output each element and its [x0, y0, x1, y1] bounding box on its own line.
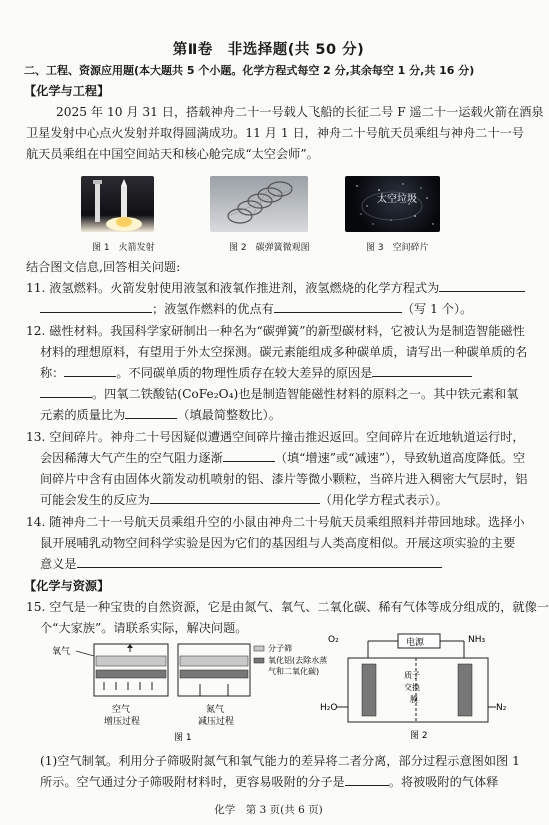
molecular-sieve-diagram — [50, 640, 328, 744]
answer-blank[interactable] — [40, 385, 92, 398]
q13-text: （用化学方程式表示）。 — [319, 493, 448, 507]
q15-1-line-1: (1)空气制氧。利用分子筛吸附氮气和氧气能力的差异将二者分离，部分过程示意图如图 1 — [40, 754, 520, 768]
legend-alumina-2: 气和二氧化碳) — [268, 667, 320, 676]
q12-text: 。四氧二铁酸钴(CoFe₂O₄)也是制造智能磁性材料的原料之一。其中铁元素和氧 — [92, 387, 519, 401]
q12-line-2: 材料的理想原料，有望用于外太空探测。碳元素能组成多种碳单质，请写出一种碳单质的名 — [40, 345, 528, 359]
diagram1-caption: 图 1 — [174, 733, 192, 743]
stage-pressurize: 增压过程 — [104, 717, 141, 727]
q12-line-4 — [40, 385, 519, 402]
answer-blank[interactable] — [150, 491, 320, 504]
rocket-launch-photo — [81, 176, 154, 232]
membrane-label-3: 膜 — [410, 695, 418, 704]
answer-blank[interactable] — [345, 773, 389, 786]
q12-text: 称： — [40, 366, 65, 380]
nitrogen-label: 氮气 — [206, 705, 225, 715]
stage-depressurize: 减压过程 — [198, 717, 235, 727]
q12-line-3 — [40, 364, 472, 381]
q13-text: 可能会发生的反应为 — [40, 493, 150, 507]
figure-3-caption: 图 3 空间碎片 — [366, 243, 429, 253]
q12-text: 元素的质量比为 — [40, 408, 126, 422]
intro-line-3: 航天员乘组在中国空间站天和核心舱完成“太空会师”。 — [26, 147, 319, 161]
q12-line-1: 12. 磁性材料。我国科学家研制出一种名为“碳弹簧”的新型碳材料，它被认为是制造智能磁性 — [26, 324, 525, 338]
q11-text: （写 1 个）。 — [401, 302, 473, 316]
figure-2-caption: 图 2 碳弹簧微观图 — [229, 243, 310, 253]
answer-blank[interactable] — [125, 406, 177, 419]
q11-text: 11. 液氢燃料。火箭发射使用液氢和液氧作推进剂，液氢燃烧的化学方程式为 — [26, 281, 440, 295]
answer-blank[interactable] — [439, 279, 525, 292]
membrane-label-1: 质子 — [404, 671, 420, 680]
legend-alumina: 氧化铝(去除水蒸 — [268, 656, 328, 665]
q15-line-1: 15. 空气是一种宝贵的自然资源，它是由氮气、氧气、二氧化碳、稀有气体等成分组成的，就像一 — [26, 600, 549, 614]
figure-1-caption: 图 1 火箭发射 — [92, 243, 155, 253]
q13-line-4 — [40, 491, 448, 508]
answer-blank[interactable] — [223, 449, 275, 462]
q13-line-3: 间碎片中含有由固体火箭发动机喷射的铝、漆片等微小颗粒，当碎片进入稠密大气层时，铝 — [40, 472, 528, 486]
q15-1-text: 。将被吸附的气体释 — [388, 775, 499, 789]
q13-text: 会因稀薄大气产生的空气阻力逐渐 — [40, 451, 223, 465]
legend-sieve: 分子筛 — [268, 644, 292, 653]
q14-text: 意义是 — [40, 557, 77, 571]
h2o-label: H₂O — [320, 703, 338, 713]
q13-line-1: 13. 空间碎片。神舟二十号因疑似遭遇空间碎片撞击推迟返回。空间碎片在近地轨道运行时， — [26, 430, 525, 444]
answer-blank[interactable] — [77, 555, 442, 568]
topic-chem-resources: 【化学与资源】 — [24, 579, 110, 593]
q12-text: （填最简整数比）。 — [177, 408, 281, 422]
q11-line-2 — [40, 300, 472, 317]
o2-label: O₂ — [328, 635, 339, 645]
q12-line-5 — [40, 406, 281, 423]
answer-blank[interactable] — [274, 300, 402, 313]
electrolysis-cell-diagram — [318, 628, 518, 740]
q13-text: （填“增速”或“减速”），导致轨道高度降低。空 — [274, 451, 526, 465]
q15-1-text: 所示。空气通过分子筛吸附材料时，更容易吸附的分子是 — [40, 775, 345, 789]
prompt-text: 结合图文信息,回答相关问题: — [26, 260, 181, 274]
diagram2-caption: 图 2 — [410, 731, 428, 741]
space-debris-photo — [345, 176, 440, 232]
power-supply-label: 电源 — [406, 638, 425, 648]
page-footer: 化学 第 3 页(共 6 页) — [214, 804, 323, 816]
q14-line-3 — [40, 555, 442, 572]
nh3-label: NH₃ — [468, 635, 486, 645]
q11-text: ；液氢作燃料的优点有 — [152, 302, 274, 316]
topic-chem-engineering: 【化学与工程】 — [24, 84, 110, 98]
debris-overlay-label: 太空垃圾 — [377, 194, 417, 205]
air-label: 空气 — [112, 705, 131, 715]
n2-label: N₂ — [496, 703, 507, 713]
answer-blank[interactable] — [372, 364, 472, 377]
membrane-label-2: 交换 — [404, 683, 420, 692]
intro-line-2: 卫星发射中心点火发射并取得圆满成功。11 月 1 日，神舟二十号航天员乘组与神舟二十一号 — [26, 126, 525, 140]
q13-line-2 — [40, 449, 525, 466]
answer-blank[interactable] — [64, 364, 116, 377]
oxygen-label: 氧气 — [52, 647, 71, 657]
q12-text: 。不同碳单质的物理性质存在较大差异的原因是 — [116, 366, 373, 380]
carbon-spring-photo — [210, 176, 308, 232]
answer-blank[interactable] — [40, 300, 152, 313]
q15-1-line-2 — [40, 773, 498, 790]
section-header: 二、工程、资源应用题(本大题共 5 个小题。化学方程式每空 2 分,其余每空 1 分,共 16 分) — [24, 64, 475, 77]
q11-line-1 — [26, 279, 525, 296]
q15-line-2: 个“大家族”。请联系实际，解决问题。 — [40, 621, 248, 635]
q14-line-1: 14. 随神舟二十一号航天员乘组升空的小鼠由神舟二十号航天员乘组照料并带回地球。选择小 — [26, 515, 525, 529]
page-title: 第Ⅱ卷 非选择题(共 50 分) — [172, 42, 365, 58]
q14-line-2: 鼠开展哺乳动物空间科学实验是因为它们的基因组与人类高度相似。开展这项实验的主要 — [40, 536, 516, 550]
intro-line-1: 2025 年 10 月 31 日，搭载神舟二十一号载人飞船的长征二号 F 遥二十一运载火箭在酒泉 — [56, 105, 544, 119]
